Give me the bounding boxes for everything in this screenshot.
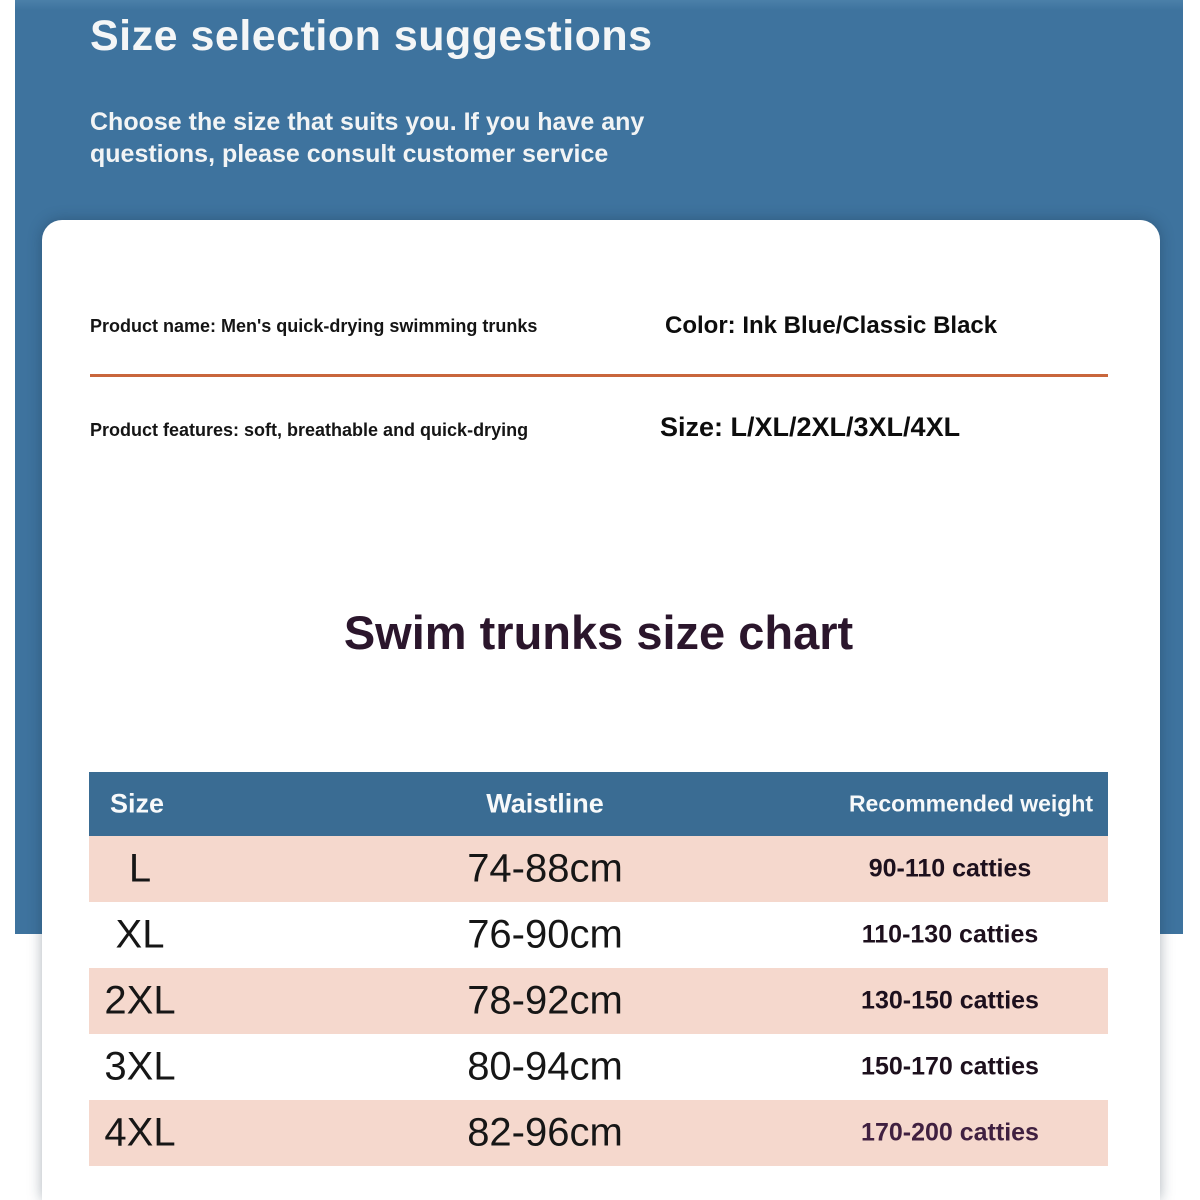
table-row	[89, 1034, 1108, 1100]
table-row	[89, 1100, 1108, 1166]
table-row	[89, 968, 1108, 1034]
page-subtitle	[90, 106, 790, 170]
table-row	[89, 836, 1108, 902]
page-title: Size selection suggestions	[90, 12, 653, 60]
table-header	[89, 772, 1108, 836]
waistline-cell: 74-88cm	[467, 846, 623, 891]
size-chart-table	[89, 772, 1108, 1166]
size-cell: 3XL	[104, 1044, 176, 1089]
product-card	[42, 220, 1160, 1200]
weight-cell: 150-170 catties	[861, 1052, 1039, 1081]
page-subtitle-line1: Choose the size that suits you. If you have any	[90, 108, 645, 136]
column-header-weight: Recommended weight	[848, 790, 1094, 817]
size-cell: L	[128, 846, 152, 891]
waistline-cell: 82-96cm	[467, 1110, 623, 1155]
waistline-cell: 80-94cm	[467, 1044, 623, 1089]
waistline-cell: 76-90cm	[467, 912, 623, 957]
table-body	[89, 836, 1108, 1166]
product-features-label: Product features: soft, breathable and quick-drying	[90, 420, 529, 440]
table-row	[89, 902, 1108, 968]
size-cell: 4XL	[104, 1110, 176, 1155]
size-cell: 2XL	[104, 978, 176, 1023]
weight-cell: 110-130 catties	[861, 920, 1039, 949]
product-name-label: Product name: Men's quick-drying swimming trunks	[90, 316, 538, 336]
product-size-label: Size: L/XL/2XL/3XL/4XL	[660, 412, 961, 442]
waistline-cell: 78-92cm	[467, 978, 623, 1023]
page-subtitle-line2: questions, please consult customer service	[90, 140, 609, 168]
weight-cell: 170-200 catties	[861, 1118, 1039, 1147]
product-color-label: Color: Ink Blue/Classic Black	[665, 312, 998, 339]
weight-cell: 90-110 catties	[868, 854, 1032, 883]
weight-cell: 130-150 catties	[861, 986, 1039, 1015]
column-header-size: Size	[109, 788, 165, 819]
orange-divider	[90, 374, 1108, 377]
column-header-waistline: Waistline	[486, 788, 604, 819]
size-chart-title: Swim trunks size chart	[343, 606, 854, 659]
size-cell: XL	[115, 912, 165, 957]
